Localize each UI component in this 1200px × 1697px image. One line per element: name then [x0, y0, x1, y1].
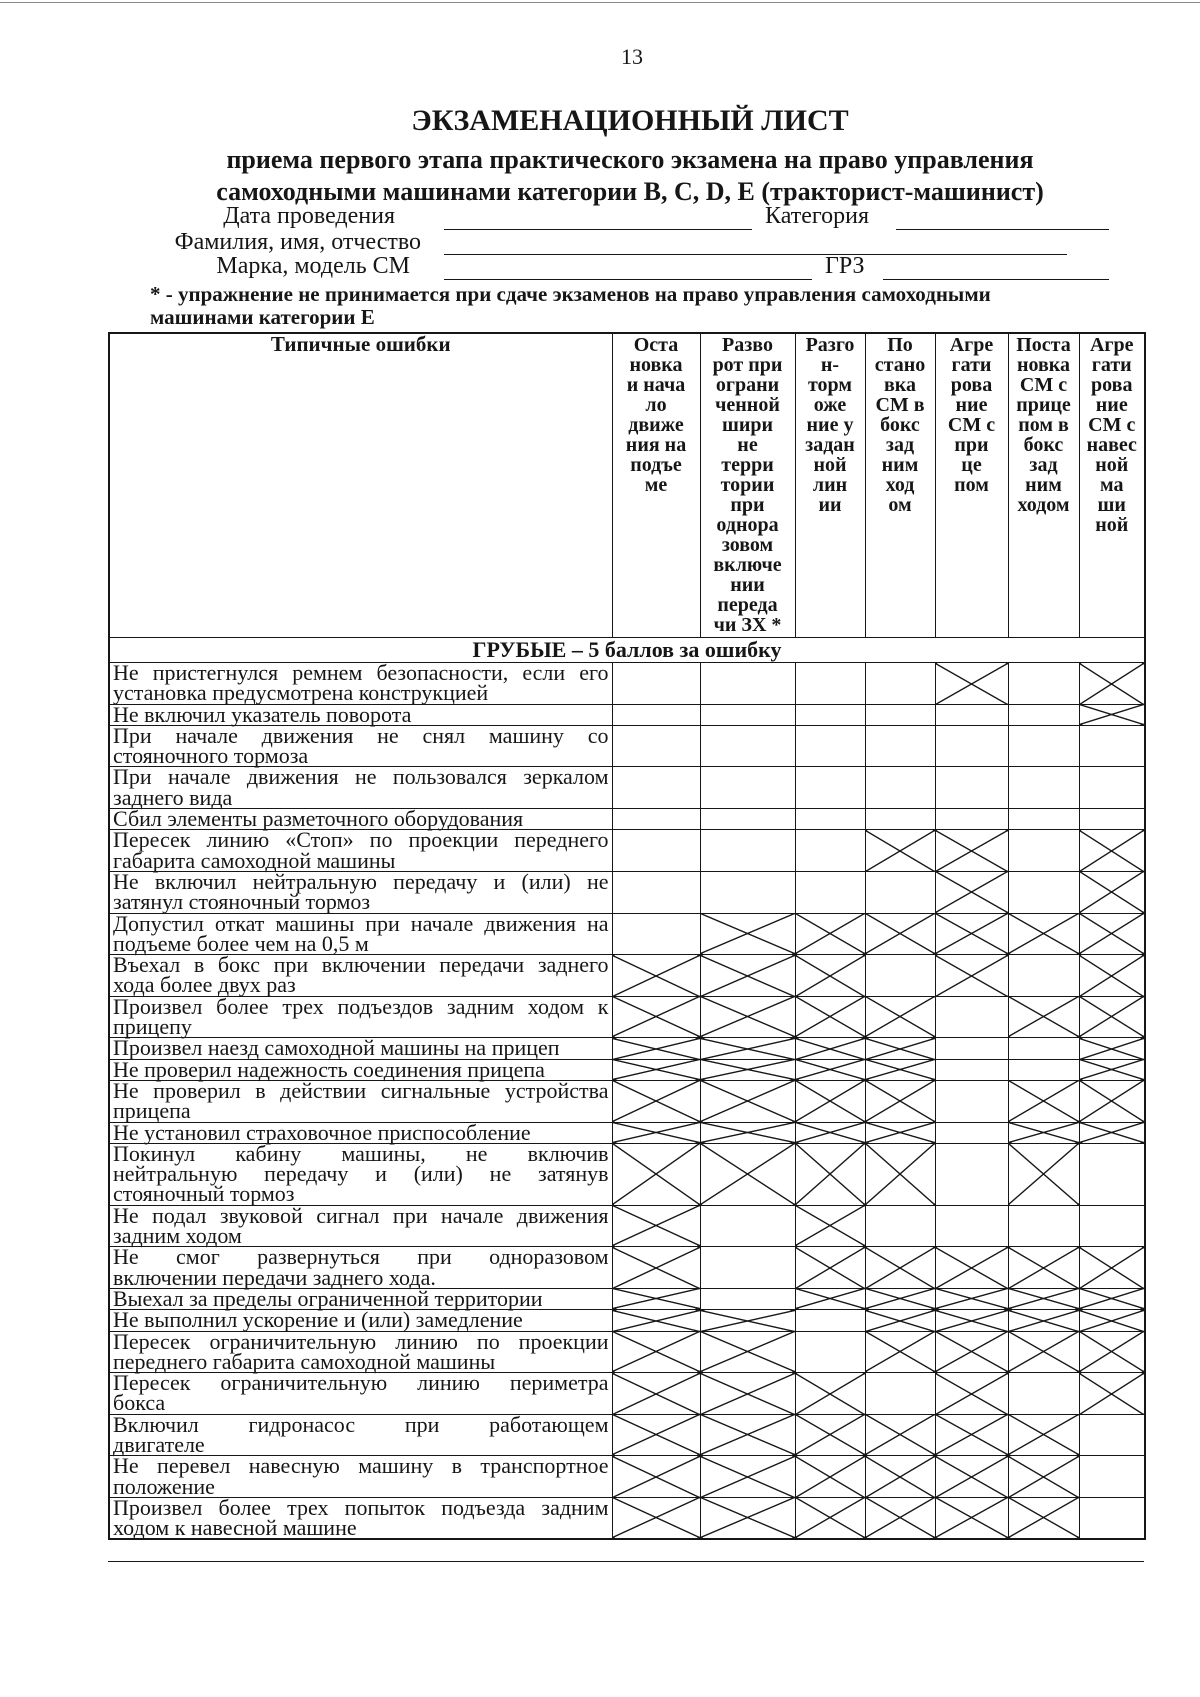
error-description: [109, 1077, 612, 1124]
blank-score-cell: [865, 663, 935, 705]
blank-score-cell: [935, 1143, 1008, 1205]
blank-score-cell: [700, 1247, 795, 1289]
section-row: [109, 638, 1145, 663]
blank-score-cell: [935, 996, 1008, 1038]
error-description-line: Пересек ограничительную линию периметра: [113, 1370, 609, 1396]
crossed-out-cell: [865, 1080, 935, 1122]
blank-score-cell: [1008, 871, 1079, 913]
error-description-line: Сбил элементы разметочного оборудования: [113, 806, 524, 832]
error-description-line: задним ходом: [113, 1223, 242, 1249]
blank-score-cell: [700, 767, 795, 809]
crossed-out-cell: [865, 913, 935, 955]
crossed-out-cell: [1079, 1122, 1145, 1143]
crossed-out-cell: [1079, 663, 1145, 705]
error-description-line: Не смог развернуться при одноразовом: [113, 1244, 609, 1270]
error-description-line: Пересек линию «Стоп» по проекции переднего: [113, 827, 609, 853]
error-description-line: Произвел более трех подъездов задним ходом к: [113, 993, 609, 1019]
blank-score-cell: [795, 809, 865, 830]
crossed-out-cell: [935, 955, 1008, 997]
error-description-line: нейтральную передачу и (или) не затянув: [113, 1161, 609, 1187]
crossed-out-cell: [935, 663, 1008, 705]
exercise-column-header: Оста новка и нача ло движе ния на подъе ме: [612, 333, 700, 638]
error-description-line: Не перевел навесную машину в транспортное: [113, 1453, 609, 1479]
crossed-out-cell: [1008, 1122, 1079, 1143]
crossed-out-cell: [865, 1038, 935, 1059]
crossed-out-cell: [935, 1497, 1008, 1539]
blank-score-cell: [935, 1059, 1008, 1080]
bottom-rule-line: [108, 1561, 1144, 1562]
error-description: [109, 1370, 612, 1416]
crossed-out-cell: [795, 1373, 865, 1415]
crossed-out-cell: [865, 996, 935, 1038]
blank-score-cell: [1008, 725, 1079, 767]
blank-score-cell: [1008, 767, 1079, 809]
crossed-out-cell: [795, 1080, 865, 1122]
crossed-out-cell: [700, 1497, 795, 1539]
model-fill-line: [444, 279, 812, 280]
error-description-line: Покинул кабину машины, не включив: [113, 1140, 609, 1166]
category-fill-line: [896, 229, 1109, 230]
error-description-line: подъеме более чем на 0,5 м: [113, 930, 369, 956]
error-description: [109, 1035, 612, 1061]
error-description-line: Включил гидронасос при работающем: [113, 1411, 609, 1437]
crossed-out-cell: [795, 1122, 865, 1143]
crossed-out-cell: [700, 913, 795, 955]
error-description: [109, 868, 612, 915]
crossed-out-cell: [700, 1373, 795, 1415]
crossed-out-cell: [1008, 1288, 1079, 1309]
error-description-line: Въехал в бокс при включении передачи заднего: [113, 952, 609, 978]
error-row: [109, 830, 1145, 872]
blank-score-cell: [865, 1205, 935, 1247]
blank-score-cell: [1079, 1205, 1145, 1247]
error-row: [109, 1497, 1145, 1539]
crossed-out-cell: [700, 1038, 795, 1059]
crossed-out-cell: [1079, 1331, 1145, 1373]
crossed-out-cell: [795, 1497, 865, 1539]
error-description-line: переднего габарита самоходной машины: [113, 1348, 496, 1374]
crossed-out-cell: [865, 1247, 935, 1289]
error-description-line: ходом к навесной машине: [113, 1515, 357, 1541]
error-description-line: стояночный тормоз: [113, 1181, 295, 1207]
blank-score-cell: [612, 830, 700, 872]
document-subtitle-line: приема первого этапа практического экзамена на право управления: [226, 145, 1034, 174]
crossed-out-cell: [1079, 996, 1145, 1038]
error-row: [109, 725, 1145, 767]
error-description-line: установка предусмотрена конструкцией: [113, 680, 489, 706]
error-description-line: заднего вида: [113, 784, 233, 810]
crossed-out-cell: [612, 1059, 700, 1080]
blank-score-cell: [1079, 1497, 1145, 1539]
full-name-fill-line: [444, 254, 1067, 255]
plate-label: ГРЗ: [825, 253, 865, 279]
error-description-line: Выехал за пределы ограниченной территории: [113, 1285, 543, 1311]
crossed-out-cell: [612, 1373, 700, 1415]
error-description-line: Не выполнил ускорение и (или) замедление: [113, 1307, 523, 1333]
blank-score-cell: [935, 809, 1008, 830]
blank-score-cell: [795, 830, 865, 872]
error-description-line: габарита самоходной машины: [113, 847, 396, 873]
error-description-line: Не подал звуковой сигнал при начале движения: [113, 1202, 609, 1228]
crossed-out-cell: [1079, 1310, 1145, 1331]
error-description-line: бокса: [113, 1390, 166, 1416]
crossed-out-cell: [1079, 830, 1145, 872]
crossed-out-cell: [795, 1247, 865, 1289]
blank-score-cell: [935, 1122, 1008, 1143]
section-title: ГРУБЫЕ – 5 баллов за ошибку: [109, 638, 1145, 663]
crossed-out-cell: [795, 1288, 865, 1309]
crossed-out-cell: [1008, 1456, 1079, 1498]
error-description-line: двигателе: [113, 1431, 205, 1457]
crossed-out-cell: [935, 1456, 1008, 1498]
document-title: ЭКЗАМЕНАЦИОННЫЙ ЛИСТ: [411, 104, 849, 137]
crossed-out-cell: [612, 1288, 700, 1309]
crossed-out-cell: [935, 1288, 1008, 1309]
error-row: [109, 1414, 1145, 1456]
exam-table: [108, 332, 1146, 1540]
blank-score-cell: [1008, 1059, 1079, 1080]
blank-score-cell: [1008, 663, 1079, 705]
error-row: [109, 1373, 1145, 1415]
crossed-out-cell: [1079, 1038, 1145, 1059]
error-description-line: Не проверил надежность соединения прицепа: [113, 1056, 545, 1082]
error-description: [109, 1453, 612, 1499]
blank-score-cell: [935, 1080, 1008, 1122]
blank-score-cell: [1008, 809, 1079, 830]
error-row: [109, 767, 1145, 809]
error-row: [109, 1247, 1145, 1289]
error-description-line: Пересек ограничительную линию по проекции: [113, 1328, 609, 1354]
crossed-out-cell: [700, 1414, 795, 1456]
crossed-out-cell: [700, 1143, 795, 1205]
error-description-line: хода более двух раз: [113, 972, 296, 998]
error-description: [109, 952, 612, 998]
crossed-out-cell: [1079, 1080, 1145, 1122]
crossed-out-cell: [1079, 913, 1145, 955]
blank-score-cell: [700, 1288, 795, 1309]
document-subtitle-line: самоходными машинами категории B, C, D, E (тракторист-машинист): [216, 177, 1044, 206]
crossed-out-cell: [795, 913, 865, 955]
error-description: [109, 660, 612, 706]
blank-score-cell: [612, 767, 700, 809]
error-description: [109, 1494, 612, 1541]
error-row: [109, 1456, 1145, 1498]
blank-score-cell: [865, 955, 935, 997]
error-row: [109, 996, 1145, 1038]
crossed-out-cell: [700, 1122, 795, 1143]
blank-score-cell: [795, 704, 865, 725]
blank-score-cell: [795, 663, 865, 705]
exercise-column-header: Агре гати рова ние СМ с при це пом: [935, 333, 1008, 638]
blank-score-cell: [612, 809, 700, 830]
blank-score-cell: [612, 913, 700, 955]
error-description: [109, 910, 612, 956]
crossed-out-cell: [865, 1310, 935, 1331]
error-row: [109, 1310, 1145, 1331]
error-description-line: Не установил страховочное приспособление: [113, 1119, 531, 1145]
crossed-out-cell: [612, 955, 700, 997]
exercise-column-header: Агре гати рова ние СМ с навес ной ма ши ной: [1079, 333, 1145, 638]
crossed-out-cell: [612, 1331, 700, 1373]
error-description-line: Не включил нейтральную передачу и (или) не: [113, 868, 609, 894]
crossed-out-cell: [865, 830, 935, 872]
crossed-out-cell: [865, 1288, 935, 1309]
crossed-out-cell: [865, 1059, 935, 1080]
error-row: [109, 1038, 1145, 1059]
error-description-line: Произвел наезд самоходной машины на прицеп: [113, 1035, 560, 1061]
blank-score-cell: [1079, 725, 1145, 767]
error-row: [109, 663, 1145, 705]
error-description: [109, 1307, 612, 1333]
error-row: [109, 1143, 1145, 1205]
crossed-out-cell: [1008, 1080, 1079, 1122]
crossed-out-cell: [865, 1122, 935, 1143]
date-label: Дата проведения: [223, 203, 395, 229]
crossed-out-cell: [865, 1331, 935, 1373]
blank-score-cell: [612, 871, 700, 913]
crossed-out-cell: [612, 1080, 700, 1122]
category-label: Категория: [765, 203, 869, 229]
error-description-line: включении передачи заднего хода.: [113, 1264, 436, 1290]
blank-score-cell: [795, 1310, 865, 1331]
blank-score-cell: [865, 704, 935, 725]
error-description-line: При начале движения не пользовался зеркалом: [113, 764, 609, 790]
error-description-line: Не проверил в действии сигнальные устройства: [113, 1077, 609, 1103]
crossed-out-cell: [700, 996, 795, 1038]
crossed-out-cell: [795, 996, 865, 1038]
crossed-out-cell: [865, 1143, 935, 1205]
error-description: [109, 1328, 612, 1374]
blank-score-cell: [795, 1331, 865, 1373]
blank-score-cell: [865, 871, 935, 913]
blank-score-cell: [865, 809, 935, 830]
blank-score-cell: [935, 704, 1008, 725]
crossed-out-cell: [865, 1456, 935, 1498]
error-description: [109, 1202, 612, 1249]
crossed-out-cell: [1008, 1143, 1079, 1205]
crossed-out-cell: [795, 1038, 865, 1059]
crossed-out-cell: [935, 830, 1008, 872]
crossed-out-cell: [700, 1059, 795, 1080]
blank-score-cell: [700, 704, 795, 725]
crossed-out-cell: [1079, 704, 1145, 725]
error-row: [109, 1331, 1145, 1373]
blank-score-cell: [1079, 1143, 1145, 1205]
blank-score-cell: [935, 1205, 1008, 1247]
error-description: [109, 1411, 612, 1457]
blank-score-cell: [700, 809, 795, 830]
crossed-out-cell: [935, 1414, 1008, 1456]
error-description: [109, 1140, 612, 1207]
crossed-out-cell: [612, 1414, 700, 1456]
blank-score-cell: [865, 767, 935, 809]
blank-score-cell: [612, 704, 700, 725]
crossed-out-cell: [1008, 996, 1079, 1038]
blank-score-cell: [1008, 1373, 1079, 1415]
crossed-out-cell: [865, 1414, 935, 1456]
blank-score-cell: [1079, 809, 1145, 830]
crossed-out-cell: [612, 996, 700, 1038]
blank-score-cell: [1079, 767, 1145, 809]
crossed-out-cell: [612, 1038, 700, 1059]
crossed-out-cell: [935, 1247, 1008, 1289]
crossed-out-cell: [700, 1080, 795, 1122]
blank-score-cell: [1008, 830, 1079, 872]
crossed-out-cell: [1079, 1059, 1145, 1080]
error-description-line: положение: [113, 1473, 215, 1499]
blank-score-cell: [795, 725, 865, 767]
date-fill-line: [444, 229, 752, 230]
crossed-out-cell: [1079, 955, 1145, 997]
blank-score-cell: [795, 767, 865, 809]
blank-score-cell: [612, 663, 700, 705]
footnote-line: машинами категории Е: [150, 305, 375, 329]
blank-score-cell: [935, 1038, 1008, 1059]
blank-score-cell: [935, 767, 1008, 809]
crossed-out-cell: [612, 1143, 700, 1205]
exercise-column-header: Разво рот при ограни ченной шири не терри тории при однора зовом включе нии переда чи ЗХ *: [700, 333, 795, 638]
error-description: [109, 764, 612, 810]
blank-score-cell: [865, 1373, 935, 1415]
exercise-column-header: Поста новка СМ с прице пом в бокс зад ним ходом: [1008, 333, 1079, 638]
blank-score-cell: [700, 1205, 795, 1247]
plate-fill-line: [883, 279, 1109, 280]
crossed-out-cell: [935, 871, 1008, 913]
error-description: [109, 993, 612, 1040]
blank-score-cell: [1008, 955, 1079, 997]
error-description: [109, 827, 612, 873]
crossed-out-cell: [935, 1331, 1008, 1373]
crossed-out-cell: [795, 1456, 865, 1498]
crossed-out-cell: [935, 1373, 1008, 1415]
blank-score-cell: [700, 663, 795, 705]
crossed-out-cell: [1079, 1373, 1145, 1415]
crossed-out-cell: [1008, 913, 1079, 955]
error-description-line: стояночного тормоза: [113, 743, 309, 769]
table-body: [109, 638, 1145, 1540]
error-row: [109, 1205, 1145, 1247]
crossed-out-cell: [795, 1143, 865, 1205]
blank-score-cell: [1008, 1205, 1079, 1247]
footnote-line: * - упражнение не принимается при сдаче экзаменов на право управления самоходными: [150, 282, 991, 306]
table-header-row: [109, 333, 1145, 638]
error-description-line: затянул стояночный тормоз: [113, 889, 371, 915]
blank-score-cell: [700, 871, 795, 913]
blank-score-cell: [1008, 1038, 1079, 1059]
crossed-out-cell: [1079, 1247, 1145, 1289]
error-description-line: прицепу: [113, 1014, 192, 1040]
error-description: [109, 722, 612, 769]
blank-score-cell: [612, 725, 700, 767]
crossed-out-cell: [795, 1059, 865, 1080]
blank-score-cell: [1079, 1414, 1145, 1456]
crossed-out-cell: [700, 1310, 795, 1331]
error-row: [109, 871, 1145, 913]
crossed-out-cell: [795, 1205, 865, 1247]
crossed-out-cell: [700, 1456, 795, 1498]
error-row: [109, 1080, 1145, 1122]
crossed-out-cell: [1008, 1247, 1079, 1289]
error-description-line: При начале движения не снял машину со: [113, 722, 609, 748]
scan-edge-line: [0, 2, 1200, 3]
blank-score-cell: [935, 725, 1008, 767]
crossed-out-cell: [612, 1205, 700, 1247]
crossed-out-cell: [612, 1310, 700, 1331]
crossed-out-cell: [935, 1310, 1008, 1331]
blank-score-cell: [865, 725, 935, 767]
error-description-line: Не включил указатель поворота: [113, 701, 412, 727]
blank-score-cell: [1008, 704, 1079, 725]
crossed-out-cell: [612, 1247, 700, 1289]
blank-score-cell: [1079, 1456, 1145, 1498]
model-label: Марка, модель СМ: [216, 253, 410, 279]
errors-column-header: Типичные ошибки: [109, 333, 612, 638]
crossed-out-cell: [612, 1456, 700, 1498]
crossed-out-cell: [1008, 1331, 1079, 1373]
error-description-line: Не пристегнулся ремнем безопасности, если его: [113, 660, 609, 685]
error-row: [109, 913, 1145, 955]
crossed-out-cell: [612, 1122, 700, 1143]
blank-score-cell: [700, 725, 795, 767]
blank-score-cell: [795, 871, 865, 913]
blank-score-cell: [700, 830, 795, 872]
error-description-line: прицепа: [113, 1098, 191, 1124]
crossed-out-cell: [795, 1414, 865, 1456]
error-row: [109, 955, 1145, 997]
error-description-line: Произвел более трех попыток подъезда задним: [113, 1494, 609, 1520]
crossed-out-cell: [700, 1331, 795, 1373]
crossed-out-cell: [1008, 1414, 1079, 1456]
exercise-column-header: Разго н- торм оже ние у задан ной лин ии: [795, 333, 865, 638]
error-description-line: Допустил откат машины при начале движения на: [113, 910, 609, 936]
crossed-out-cell: [935, 913, 1008, 955]
crossed-out-cell: [700, 955, 795, 997]
crossed-out-cell: [865, 1497, 935, 1539]
error-description: [109, 1244, 612, 1290]
crossed-out-cell: [1079, 871, 1145, 913]
crossed-out-cell: [1079, 1288, 1145, 1309]
crossed-out-cell: [1008, 1497, 1079, 1539]
full-name-label: Фамилия, имя, отчество: [174, 229, 421, 255]
exercise-column-header: По стано вка СМ в бокс зад ним ход ом: [865, 333, 935, 638]
crossed-out-cell: [795, 955, 865, 997]
crossed-out-cell: [612, 1497, 700, 1539]
page-number: 13: [621, 44, 643, 69]
crossed-out-cell: [1008, 1310, 1079, 1331]
